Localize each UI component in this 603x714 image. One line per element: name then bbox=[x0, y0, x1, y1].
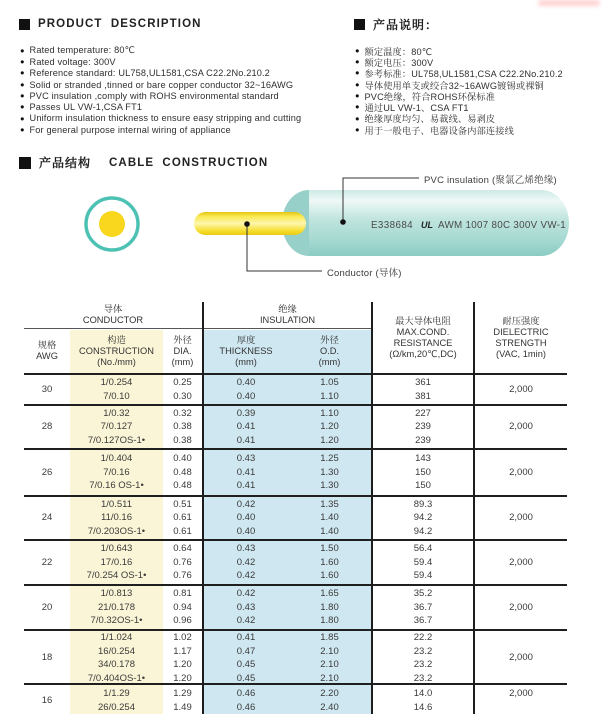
dot-bullet-icon: ● bbox=[355, 68, 360, 78]
conductor-label: Conductor (导体) bbox=[327, 268, 402, 279]
cell-construction-value: 7/0.127OS-1• bbox=[87, 434, 146, 446]
cell-thickness bbox=[204, 541, 288, 584]
cell-dia-value: 0.30 bbox=[173, 390, 192, 402]
cell-dia-value: 0.38 bbox=[173, 434, 192, 446]
cell-construction bbox=[70, 586, 163, 629]
spec-table bbox=[24, 302, 567, 714]
cell-awg bbox=[24, 406, 70, 448]
insulation-group-header: 绝缘 INSULATION bbox=[204, 302, 371, 329]
dot-bullet-icon: ● bbox=[355, 79, 360, 89]
cell-thickness-value: 0.41 bbox=[236, 480, 256, 492]
dielectric-column-header: 耐压强度 DIELECTRIC STRENGTH (VAC, 1min) bbox=[493, 315, 549, 359]
cell-resistance-value: 35.2 bbox=[413, 588, 433, 600]
cell-thickness bbox=[204, 497, 288, 539]
cell-dia bbox=[163, 685, 202, 714]
bullet-item-text: Reference standard: UL758,UL1581,CSA C22.2No.210.2 bbox=[29, 68, 270, 79]
cell-od-value: 1.80 bbox=[320, 615, 339, 627]
cell-construction-value: 7/0.254 OS-1• bbox=[86, 570, 147, 582]
cell-dia-value: 0.94 bbox=[173, 601, 192, 613]
cell-awg bbox=[24, 685, 70, 714]
dot-bullet-icon: ● bbox=[355, 45, 360, 55]
cell-resistance-value: 23.2 bbox=[413, 645, 433, 657]
cell-construction-value: 7/0.203OS-1• bbox=[87, 525, 146, 537]
cell-construction-value: 1/0.813 bbox=[100, 588, 133, 600]
bullet-item bbox=[20, 124, 301, 135]
cell-resistance-value: 36.7 bbox=[413, 615, 433, 627]
cable-print-cert: E338684 bbox=[371, 220, 414, 231]
cell-resistance bbox=[373, 586, 473, 629]
cell-thickness-value: 0.42 bbox=[236, 498, 256, 510]
cell-od-value: 2.10 bbox=[320, 672, 339, 684]
product-notes-list bbox=[355, 45, 563, 135]
cell-od-value: 1.60 bbox=[320, 556, 339, 568]
cell-construction-value: 7/0.10 bbox=[103, 390, 130, 402]
insulation-leader-dot bbox=[340, 219, 346, 225]
cell-awg-value: 20 bbox=[41, 601, 53, 613]
dot-bullet-icon: ● bbox=[20, 102, 25, 112]
cell-od bbox=[288, 586, 371, 629]
bullet-item-text: Solid or stranded ,tinned or bare copper conductor 32~16AWG bbox=[29, 79, 294, 90]
cell-resistance-value: 361 bbox=[415, 377, 431, 388]
cell-construction-value: 1/0.643 bbox=[100, 543, 133, 555]
bullet-item-text: 绝缘厚度均匀、易裁线、易剥皮 bbox=[364, 114, 496, 125]
cell-thickness-value: 0.45 bbox=[236, 672, 256, 684]
conductor-group-header: 导体 CONDUCTOR bbox=[24, 302, 202, 329]
bullet-item bbox=[20, 113, 301, 124]
cell-dia-value: 0.81 bbox=[173, 588, 192, 600]
cell-thickness-value: 0.43 bbox=[236, 453, 256, 465]
cell-dia bbox=[163, 497, 202, 539]
cell-od-value: 1.05 bbox=[320, 377, 339, 388]
cell-dielectric-value: 2,000 bbox=[509, 556, 533, 568]
table-divider bbox=[473, 302, 475, 714]
bullet-item-text: 导体使用单支或绞合32~16AWG镀锡或裸铜 bbox=[364, 80, 544, 91]
cell-dielectric-value: 2,000 bbox=[509, 652, 533, 664]
cell-dia-value: 0.48 bbox=[173, 466, 192, 478]
cell-thickness-value: 0.46 bbox=[236, 688, 256, 699]
cell-thickness bbox=[204, 406, 288, 448]
cell-thickness bbox=[204, 586, 288, 629]
dot-bullet-icon: ● bbox=[20, 45, 25, 55]
cell-dia-value: 0.61 bbox=[173, 512, 192, 524]
cell-resistance-value: 56.4 bbox=[413, 543, 433, 555]
cell-resistance-value: 59.4 bbox=[413, 570, 433, 582]
cell-dielectric bbox=[475, 450, 567, 495]
dot-bullet-icon: ● bbox=[355, 124, 360, 134]
bullet-item bbox=[20, 79, 301, 90]
dot-bullet-icon: ● bbox=[355, 113, 360, 123]
cable-print-spec: AWM 1007 80C 300V VW-1 bbox=[438, 220, 567, 231]
cell-od-value: 1.20 bbox=[320, 421, 339, 433]
cell-thickness-value: 0.40 bbox=[236, 390, 256, 402]
cell-thickness-value: 0.40 bbox=[236, 525, 256, 537]
bullet-item-text: Passes UL VW-1,CSA FT1 bbox=[29, 102, 143, 113]
table-divider bbox=[371, 302, 373, 714]
cell-awg-value: 26 bbox=[41, 466, 53, 478]
bullet-item-text: 参考标准：UL758,UL1581,CSA C22.2No.210.2 bbox=[364, 69, 563, 80]
dot-bullet-icon: ● bbox=[355, 91, 360, 101]
table-divider bbox=[202, 302, 204, 714]
cell-construction-value: 7/0.404OS-1• bbox=[87, 672, 146, 684]
cell-thickness-value: 0.43 bbox=[236, 543, 256, 555]
cell-thickness-value: 0.42 bbox=[236, 615, 256, 627]
cell-dia bbox=[163, 541, 202, 584]
cell-construction-value: 7/0.127 bbox=[100, 421, 133, 433]
cell-resistance-value: 143 bbox=[415, 453, 431, 465]
product-description-title-text: PRODUCT DESCRIPTION bbox=[38, 18, 202, 30]
cell-resistance bbox=[373, 685, 473, 714]
cell-dia-value: 1.49 bbox=[173, 701, 192, 713]
cell-dielectric-value: 2,000 bbox=[509, 688, 533, 699]
cell-resistance-value: 14.6 bbox=[413, 701, 433, 713]
conductor-leader-dot bbox=[244, 221, 250, 227]
bullet-item-text: 额定电压：300V bbox=[364, 57, 434, 68]
cable-illustration bbox=[0, 168, 603, 298]
cell-resistance-value: 89.3 bbox=[413, 498, 433, 510]
cell-dia-value: 0.40 bbox=[173, 453, 192, 465]
cell-awg bbox=[24, 631, 70, 685]
cell-dia-value: 1.02 bbox=[173, 632, 192, 643]
construction-column-header: 构造 CONSTRUCTION (No./mm) bbox=[79, 334, 154, 367]
square-bullet-icon bbox=[19, 19, 30, 30]
cell-thickness bbox=[204, 631, 288, 685]
bullet-item bbox=[20, 101, 301, 112]
cell-dia-value: 0.76 bbox=[173, 556, 192, 568]
dot-bullet-icon: ● bbox=[20, 91, 25, 101]
cell-thickness-value: 0.40 bbox=[236, 377, 256, 388]
cross-section-conductor-core bbox=[99, 211, 125, 237]
cell-thickness-value: 0.41 bbox=[236, 466, 256, 478]
spec-row-awg-20 bbox=[24, 586, 567, 631]
cell-thickness bbox=[204, 685, 288, 714]
cell-construction-value: 17/0.16 bbox=[100, 556, 133, 568]
cell-dielectric bbox=[475, 497, 567, 539]
cell-thickness bbox=[204, 375, 288, 404]
cell-dielectric bbox=[475, 375, 567, 404]
cell-awg-value: 30 bbox=[41, 383, 53, 395]
dot-bullet-icon: ● bbox=[20, 68, 25, 78]
cell-resistance-value: 14.0 bbox=[413, 688, 433, 699]
cell-od-value: 2.10 bbox=[320, 659, 339, 670]
cell-construction-value: 16/0.254 bbox=[98, 645, 135, 657]
thickness-column-header: 厚度 THICKNESS (mm) bbox=[219, 334, 273, 367]
cell-dia-value: 0.51 bbox=[173, 498, 192, 510]
dot-bullet-icon: ● bbox=[20, 124, 25, 134]
cell-thickness-value: 0.40 bbox=[236, 512, 256, 524]
cell-resistance-value: 59.4 bbox=[413, 556, 433, 568]
cell-dia bbox=[163, 586, 202, 629]
cell-dia bbox=[163, 375, 202, 404]
cell-awg bbox=[24, 450, 70, 495]
cell-od bbox=[288, 541, 371, 584]
cell-od bbox=[288, 450, 371, 495]
cell-resistance-value: 94.2 bbox=[413, 525, 433, 537]
cell-thickness-value: 0.42 bbox=[236, 588, 256, 600]
ul-mark-icon: UL bbox=[421, 220, 433, 230]
cell-dia-value: 1.29 bbox=[173, 688, 192, 699]
bullet-item bbox=[20, 90, 301, 101]
spec-row-awg-30 bbox=[24, 375, 567, 406]
cell-od-value: 1.50 bbox=[320, 543, 339, 555]
cell-dielectric bbox=[475, 406, 567, 448]
dot-bullet-icon: ● bbox=[355, 57, 360, 67]
cell-construction-value: 1/0.32 bbox=[103, 407, 130, 419]
cell-thickness-value: 0.46 bbox=[236, 701, 256, 713]
cell-construction-value: 7/0.16 OS-1• bbox=[89, 480, 144, 492]
cell-construction-value: 1/0.254 bbox=[100, 377, 133, 388]
cell-od-value: 1.60 bbox=[320, 570, 339, 582]
cell-construction-value: 26/0.254 bbox=[98, 701, 135, 713]
conductor-rod bbox=[194, 212, 306, 235]
cell-dielectric-value: 2,000 bbox=[509, 512, 533, 524]
cell-resistance bbox=[373, 406, 473, 448]
cell-dia-value: 0.48 bbox=[173, 480, 192, 492]
product-notes-title-text: 产品说明： bbox=[373, 18, 439, 32]
cell-dielectric-value: 2,000 bbox=[509, 466, 533, 478]
cell-awg bbox=[24, 375, 70, 404]
bullet-item bbox=[20, 56, 301, 67]
cell-dia bbox=[163, 450, 202, 495]
cell-od-value: 1.30 bbox=[320, 480, 339, 492]
insulation-label: PVC insulation (聚氯乙烯绝缘) bbox=[424, 175, 557, 186]
cell-construction bbox=[70, 450, 163, 495]
table-body bbox=[24, 375, 567, 714]
cell-od-value: 2.20 bbox=[320, 688, 339, 699]
cell-thickness-value: 0.47 bbox=[236, 645, 256, 657]
cell-construction-value: 1/1.29 bbox=[103, 688, 130, 699]
cell-thickness-value: 0.42 bbox=[236, 556, 256, 568]
bullet-item-text: For general purpose internal wiring of appliance bbox=[29, 124, 231, 135]
product-notes-title bbox=[354, 16, 438, 33]
cell-resistance-value: 381 bbox=[415, 390, 431, 402]
cell-thickness-value: 0.43 bbox=[236, 601, 256, 613]
cell-od-value: 1.25 bbox=[320, 453, 339, 465]
cell-od-value: 1.80 bbox=[320, 601, 339, 613]
cell-construction bbox=[70, 631, 163, 685]
bullet-item-text: Uniform insulation thickness to ensure easy stripping and cutting bbox=[29, 113, 302, 124]
cell-resistance-value: 239 bbox=[415, 434, 431, 446]
cell-thickness-value: 0.41 bbox=[236, 434, 256, 446]
cell-od-value: 1.30 bbox=[320, 466, 339, 478]
product-description-title bbox=[19, 18, 202, 30]
product-description-list bbox=[20, 45, 301, 135]
bullet-item-text: 通过UL VW-1、CSA FT1 bbox=[364, 103, 469, 114]
cell-construction-value: 7/0.32OS-1• bbox=[90, 615, 143, 627]
bullet-item bbox=[20, 45, 301, 56]
cell-resistance bbox=[373, 631, 473, 685]
cell-construction-value: 34/0.178 bbox=[98, 659, 135, 670]
bullet-item-text: 额定温度：80℃ bbox=[364, 46, 433, 57]
dot-bullet-icon: ● bbox=[355, 102, 360, 112]
cell-od bbox=[288, 685, 371, 714]
cell-awg bbox=[24, 586, 70, 629]
cell-od-value: 1.35 bbox=[320, 498, 339, 510]
cell-resistance-value: 94.2 bbox=[413, 512, 433, 524]
cell-resistance-value: 22.2 bbox=[413, 632, 433, 643]
cell-thickness bbox=[204, 450, 288, 495]
cell-awg-value: 16 bbox=[41, 694, 53, 706]
cell-od bbox=[288, 375, 371, 404]
cell-dia bbox=[163, 631, 202, 685]
spec-row-awg-26 bbox=[24, 450, 567, 497]
cell-resistance bbox=[373, 375, 473, 404]
cell-resistance-value: 23.2 bbox=[413, 659, 433, 670]
cell-construction-value: 7/0.16 bbox=[103, 466, 130, 478]
cell-dia-value: 0.32 bbox=[173, 407, 192, 419]
cell-resistance-value: 227 bbox=[415, 407, 431, 419]
cell-resistance-value: 150 bbox=[415, 466, 431, 478]
cell-dia-value: 0.96 bbox=[173, 615, 192, 627]
cell-dia-value: 0.61 bbox=[173, 525, 192, 537]
spec-row-awg-22 bbox=[24, 541, 567, 586]
cell-awg-value: 18 bbox=[41, 652, 53, 664]
cell-od-value: 1.10 bbox=[320, 390, 339, 402]
dia-column-header: 外径 DIA. (mm) bbox=[171, 334, 194, 367]
cell-construction bbox=[70, 406, 163, 448]
cell-construction-value: 1/0.511 bbox=[101, 498, 132, 510]
cell-resistance bbox=[373, 497, 473, 539]
cell-od bbox=[288, 406, 371, 448]
cell-dia-value: 0.64 bbox=[173, 543, 192, 555]
resistance-column-header: 最大导体电阻 MAX.COND. RESISTANCE (Ω/km,20℃,DC) bbox=[389, 315, 457, 359]
square-bullet-icon bbox=[19, 157, 31, 169]
cell-dia bbox=[163, 406, 202, 448]
cell-od-value: 1.40 bbox=[320, 512, 339, 524]
cell-resistance-value: 239 bbox=[415, 421, 431, 433]
cell-dia-value: 0.25 bbox=[173, 377, 192, 388]
cell-thickness-value: 0.41 bbox=[236, 421, 256, 433]
cell-resistance bbox=[373, 541, 473, 584]
cell-resistance-value: 23.2 bbox=[413, 672, 433, 684]
cell-dielectric bbox=[475, 541, 567, 584]
cell-od-value: 1.85 bbox=[320, 632, 339, 643]
cell-construction bbox=[70, 685, 163, 714]
bullet-item-text: PVC绝缘，符合ROHS环保标准 bbox=[364, 91, 496, 102]
cell-dia-value: 0.76 bbox=[173, 570, 192, 582]
od-column-header: 外径 O.D. (mm) bbox=[318, 334, 341, 367]
cell-od-value: 1.20 bbox=[320, 434, 339, 446]
bullet-item-text: Rated temperature: 80℃ bbox=[29, 45, 136, 56]
cell-resistance-value: 36.7 bbox=[413, 601, 433, 613]
spec-row-awg-16 bbox=[24, 685, 567, 714]
cable-construction-title-cn: 产品结构 bbox=[39, 156, 92, 170]
bullet-item-text: PVC insulation ,comply with ROHS environmental standard bbox=[29, 90, 279, 101]
cell-resistance bbox=[373, 450, 473, 495]
cell-thickness-value: 0.39 bbox=[236, 407, 256, 419]
dot-bullet-icon: ● bbox=[20, 113, 25, 123]
dot-bullet-icon: ● bbox=[20, 57, 25, 67]
cell-construction-value: 21/0.178 bbox=[98, 601, 135, 613]
scan-artifact bbox=[538, 0, 600, 6]
cell-dielectric-value: 2,000 bbox=[509, 421, 533, 433]
cell-construction bbox=[70, 375, 163, 404]
cell-od-value: 1.10 bbox=[320, 407, 339, 419]
cell-od-value: 2.10 bbox=[320, 645, 339, 657]
cell-construction bbox=[70, 541, 163, 584]
cell-od bbox=[288, 631, 371, 685]
cell-dia-value: 0.38 bbox=[173, 421, 192, 433]
cell-thickness-value: 0.45 bbox=[236, 659, 256, 670]
cell-thickness-value: 0.42 bbox=[236, 570, 256, 582]
cell-construction bbox=[70, 497, 163, 539]
cell-dia-value: 1.20 bbox=[173, 659, 192, 670]
cell-construction-value: 11/0.16 bbox=[101, 512, 132, 524]
cell-awg-value: 24 bbox=[41, 512, 53, 524]
cell-dielectric-value: 2,000 bbox=[509, 601, 533, 613]
cell-awg-value: 28 bbox=[41, 421, 53, 433]
cell-dielectric bbox=[475, 586, 567, 629]
spec-row-awg-24 bbox=[24, 497, 567, 541]
cell-dielectric bbox=[475, 631, 567, 685]
cell-resistance-value: 150 bbox=[415, 480, 431, 492]
cell-dia-value: 1.20 bbox=[173, 672, 192, 684]
cell-dielectric bbox=[475, 685, 567, 714]
cell-awg bbox=[24, 541, 70, 584]
spec-row-awg-18 bbox=[24, 631, 567, 685]
bullet-item-text: Rated voltage: 300V bbox=[29, 56, 116, 67]
cell-construction-value: 1/1.024 bbox=[100, 632, 133, 643]
cell-awg bbox=[24, 497, 70, 539]
cell-od-value: 2.40 bbox=[320, 701, 339, 713]
cell-od-value: 1.40 bbox=[320, 525, 339, 537]
cell-dielectric-value: 2,000 bbox=[509, 383, 533, 395]
table-header bbox=[24, 302, 567, 375]
cable-construction-title-en: CABLE CONSTRUCTION bbox=[109, 156, 269, 169]
cell-construction-value: 1/0.404 bbox=[100, 453, 133, 465]
dot-bullet-icon: ● bbox=[20, 79, 25, 89]
bullet-item bbox=[355, 124, 563, 135]
spec-row-awg-28 bbox=[24, 406, 567, 450]
square-bullet-icon bbox=[354, 19, 365, 30]
cell-od-value: 1.65 bbox=[320, 588, 339, 600]
cell-od bbox=[288, 497, 371, 539]
awg-column-header: 规格 AWG bbox=[36, 340, 58, 361]
cell-thickness-value: 0.41 bbox=[236, 632, 256, 643]
cell-awg-value: 22 bbox=[41, 556, 53, 568]
bullet-item bbox=[20, 68, 301, 79]
cell-dia-value: 1.17 bbox=[173, 645, 192, 657]
bullet-item-text: 用于一般电子、电器设备内部连接线 bbox=[364, 125, 514, 136]
